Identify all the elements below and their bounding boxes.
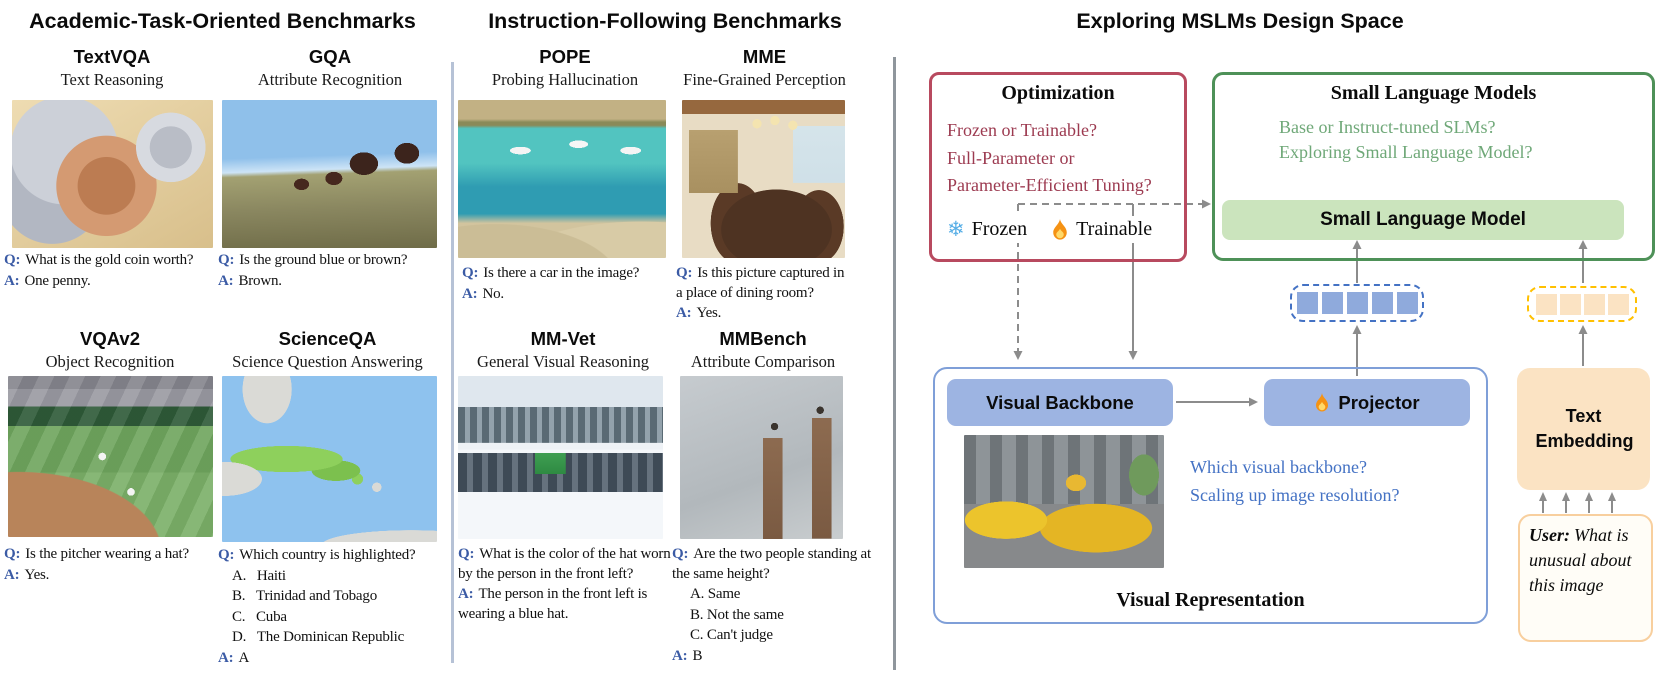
benchmark-subtitle-pope: Probing Hallucination: [491, 70, 639, 89]
mme-dining-room-photo: [682, 100, 845, 258]
visual-questions: [1190, 453, 1399, 509]
q-label: Q:: [458, 546, 475, 562]
benchmark-name-vqav2: VQAv2: [80, 328, 140, 349]
visual-token-embeddings: [1290, 284, 1424, 322]
arrow-embedding-to-text-tokens: [1579, 325, 1588, 366]
benchmark-name-textvqa: TextVQA: [73, 46, 151, 67]
slm-question: Base or Instruct-tuned SLMs?: [1279, 117, 1496, 137]
answer-line: [218, 649, 446, 669]
snowflake-icon: ❄: [947, 217, 965, 241]
a-label: A:: [218, 649, 234, 666]
section-title-instruction: Instruction-Following Benchmarks: [488, 9, 842, 33]
q-label: Q:: [672, 546, 689, 562]
benchmark-name-mme: MME: [742, 46, 787, 67]
projector-label: Projector: [1338, 391, 1420, 413]
text-token: [1560, 294, 1581, 315]
question-text: Is this picture captured in a place of dining room?: [676, 265, 845, 301]
visual-representation-label: Visual Representation: [1116, 589, 1305, 611]
user-speaker-label: User:: [1529, 525, 1570, 545]
answer-line: [672, 647, 874, 667]
option-line: A. Same: [690, 586, 741, 602]
gqa-horses-photo: [222, 100, 437, 248]
benchmark-subtitle-scienceqa: Science Question Answering: [232, 352, 423, 371]
street-taxi-photo: [964, 435, 1164, 568]
q-label: Q:: [218, 252, 235, 268]
textvqa-coins-photo: [12, 100, 213, 248]
question-line: [218, 251, 444, 271]
question-line: [4, 545, 222, 565]
user-prompt-box: [1518, 514, 1653, 642]
visual-token: [1397, 292, 1418, 314]
visual-representation-box: [933, 367, 1488, 624]
benchmark-subtitle-mme: Fine-Grained Perception: [683, 70, 846, 89]
option-line: D. The Dominican Republic: [232, 629, 405, 645]
text-embedding-box: [1517, 368, 1650, 490]
question-line: [218, 546, 446, 566]
question-text: Is the pitcher wearing a hat?: [25, 546, 189, 562]
benchmark-subtitle-mmvet: General Visual Reasoning: [477, 352, 649, 371]
textvqa-qa: [4, 251, 222, 292]
option-line: B. Not the same: [690, 606, 784, 623]
gqa-qa: [218, 251, 444, 292]
text-token: [1536, 294, 1557, 315]
frozen-label: Frozen: [971, 218, 1028, 240]
visual-backbone-label: Visual Backbone: [986, 391, 1134, 413]
frozen-trainable-row: [943, 216, 1160, 243]
question-line: [672, 545, 874, 584]
option-line: B. Trinidad and Tobago: [232, 588, 377, 604]
answer-text: Yes.: [696, 305, 722, 321]
q-label: Q:: [218, 547, 235, 563]
answer-text: B: [692, 647, 703, 664]
question-line: [462, 264, 674, 284]
answer-text: Brown.: [238, 272, 282, 289]
panel-divider-right: [893, 57, 896, 670]
scienceqa-qa: [218, 546, 446, 669]
section-title-academic: Academic-Task-Oriented Benchmarks: [29, 9, 416, 33]
optimization-question: Parameter-Efficient Tuning?: [947, 175, 1152, 195]
option-line: C. Cuba: [232, 608, 287, 625]
small-language-model-bar: [1222, 200, 1624, 240]
scienceqa-map-photo: [222, 376, 437, 542]
mmvet-ski-group-photo: [458, 376, 663, 539]
small-language-models-box: [1212, 72, 1655, 261]
question-line: [458, 545, 672, 584]
visual-backbone-module: [947, 379, 1173, 426]
answer-line: [218, 272, 444, 292]
a-label: A:: [458, 586, 474, 602]
benchmark-name-pope: POPE: [539, 46, 591, 67]
answer-line: [458, 585, 672, 624]
q-label: Q:: [4, 252, 21, 268]
pope-qa: [462, 264, 674, 305]
answer-text: Yes.: [24, 566, 50, 583]
question-text: Are the two people standing at the same height?: [672, 546, 871, 582]
mmvet-qa: [458, 545, 672, 625]
benchmark-subtitle-gqa: Attribute Recognition: [257, 70, 403, 89]
question-text: What is the color of the hat worn by the person in the front left?: [458, 546, 671, 582]
vqav2-qa: [4, 545, 222, 586]
benchmark-subtitle-textvqa: Text Reasoning: [60, 70, 164, 89]
small-language-model-label: Small Language Model: [1320, 209, 1526, 230]
answer-line: [676, 304, 854, 324]
optimization-questions: [947, 117, 1152, 200]
option-line: C. Can't judge: [690, 627, 773, 643]
benchmark-name-scienceqa: ScienceQA: [278, 328, 377, 349]
option-line: A. Haiti: [232, 567, 286, 584]
optimization-question: Frozen or Trainable?: [947, 120, 1097, 140]
trainable-label: Trainable: [1076, 218, 1153, 240]
visual-token: [1322, 292, 1343, 314]
answer-text: One penny.: [24, 272, 91, 289]
vqav2-baseball-photo: [8, 376, 213, 537]
answer-text: The person in the front left is wearing a blue hat.: [458, 586, 648, 622]
pope-coast-photo: [458, 100, 666, 258]
question-text: Which country is highlighted?: [239, 547, 416, 563]
text-embedding-label: Text Embedding: [1535, 406, 1634, 451]
benchmark-name-mmbench: MMBench: [719, 328, 807, 349]
a-label: A:: [4, 566, 20, 583]
arrows-user-to-embedding: [1539, 492, 1616, 513]
benchmark-subtitle-mmbench: Attribute Comparison: [690, 352, 836, 371]
a-label: A:: [4, 272, 20, 289]
optimization-title: Optimization: [1001, 82, 1115, 104]
optimization-box: [929, 72, 1187, 262]
q-label: Q:: [462, 265, 479, 281]
mme-qa: [676, 264, 854, 325]
answer-line: [4, 272, 222, 292]
fire-icon: [1314, 392, 1330, 413]
q-label: Q:: [4, 546, 21, 562]
answer-text: A: [238, 649, 250, 666]
visual-token: [1372, 292, 1393, 314]
text-token-embeddings: [1527, 286, 1637, 322]
visual-question: Scaling up image resolution?: [1190, 485, 1400, 505]
answer-line: [462, 285, 674, 305]
projector-module: [1264, 379, 1470, 426]
a-label: A:: [676, 305, 692, 321]
fire-icon: [1051, 218, 1069, 241]
a-label: A:: [672, 647, 688, 664]
benchmark-name-gqa: GQA: [308, 46, 352, 67]
visual-token: [1297, 292, 1318, 314]
a-label: A:: [462, 285, 478, 302]
section-title-design: Exploring MSLMs Design Space: [1076, 9, 1404, 33]
mmbench-qa: [672, 545, 874, 667]
panel-divider-left: [451, 62, 454, 663]
question-text: What is the gold coin worth?: [25, 252, 194, 268]
benchmark-name-mmvet: MM-Vet: [530, 328, 596, 349]
question-text: Is there a car in the image?: [483, 265, 640, 281]
question-text: Is the ground blue or brown?: [239, 252, 408, 268]
question-line: [676, 264, 854, 303]
slm-questions: [1279, 115, 1532, 165]
q-label: Q:: [676, 265, 693, 281]
mmbench-pillars-photo: [680, 376, 843, 539]
text-token: [1584, 294, 1605, 315]
question-line: [4, 251, 222, 271]
benchmark-subtitle-vqav2: Object Recognition: [45, 352, 175, 371]
user-prompt-text: What is unusual about this image: [1529, 525, 1632, 595]
visual-question: Which visual backbone?: [1190, 457, 1367, 477]
answer-text: No.: [482, 285, 504, 302]
optimization-question: Full-Parameter or: [947, 147, 1075, 168]
visual-token: [1347, 292, 1368, 314]
a-label: A:: [218, 272, 234, 289]
text-token: [1608, 294, 1629, 315]
slm-question: Exploring Small Language Model?: [1279, 142, 1533, 162]
answer-line: [4, 566, 222, 586]
slm-title: Small Language Models: [1330, 82, 1537, 104]
